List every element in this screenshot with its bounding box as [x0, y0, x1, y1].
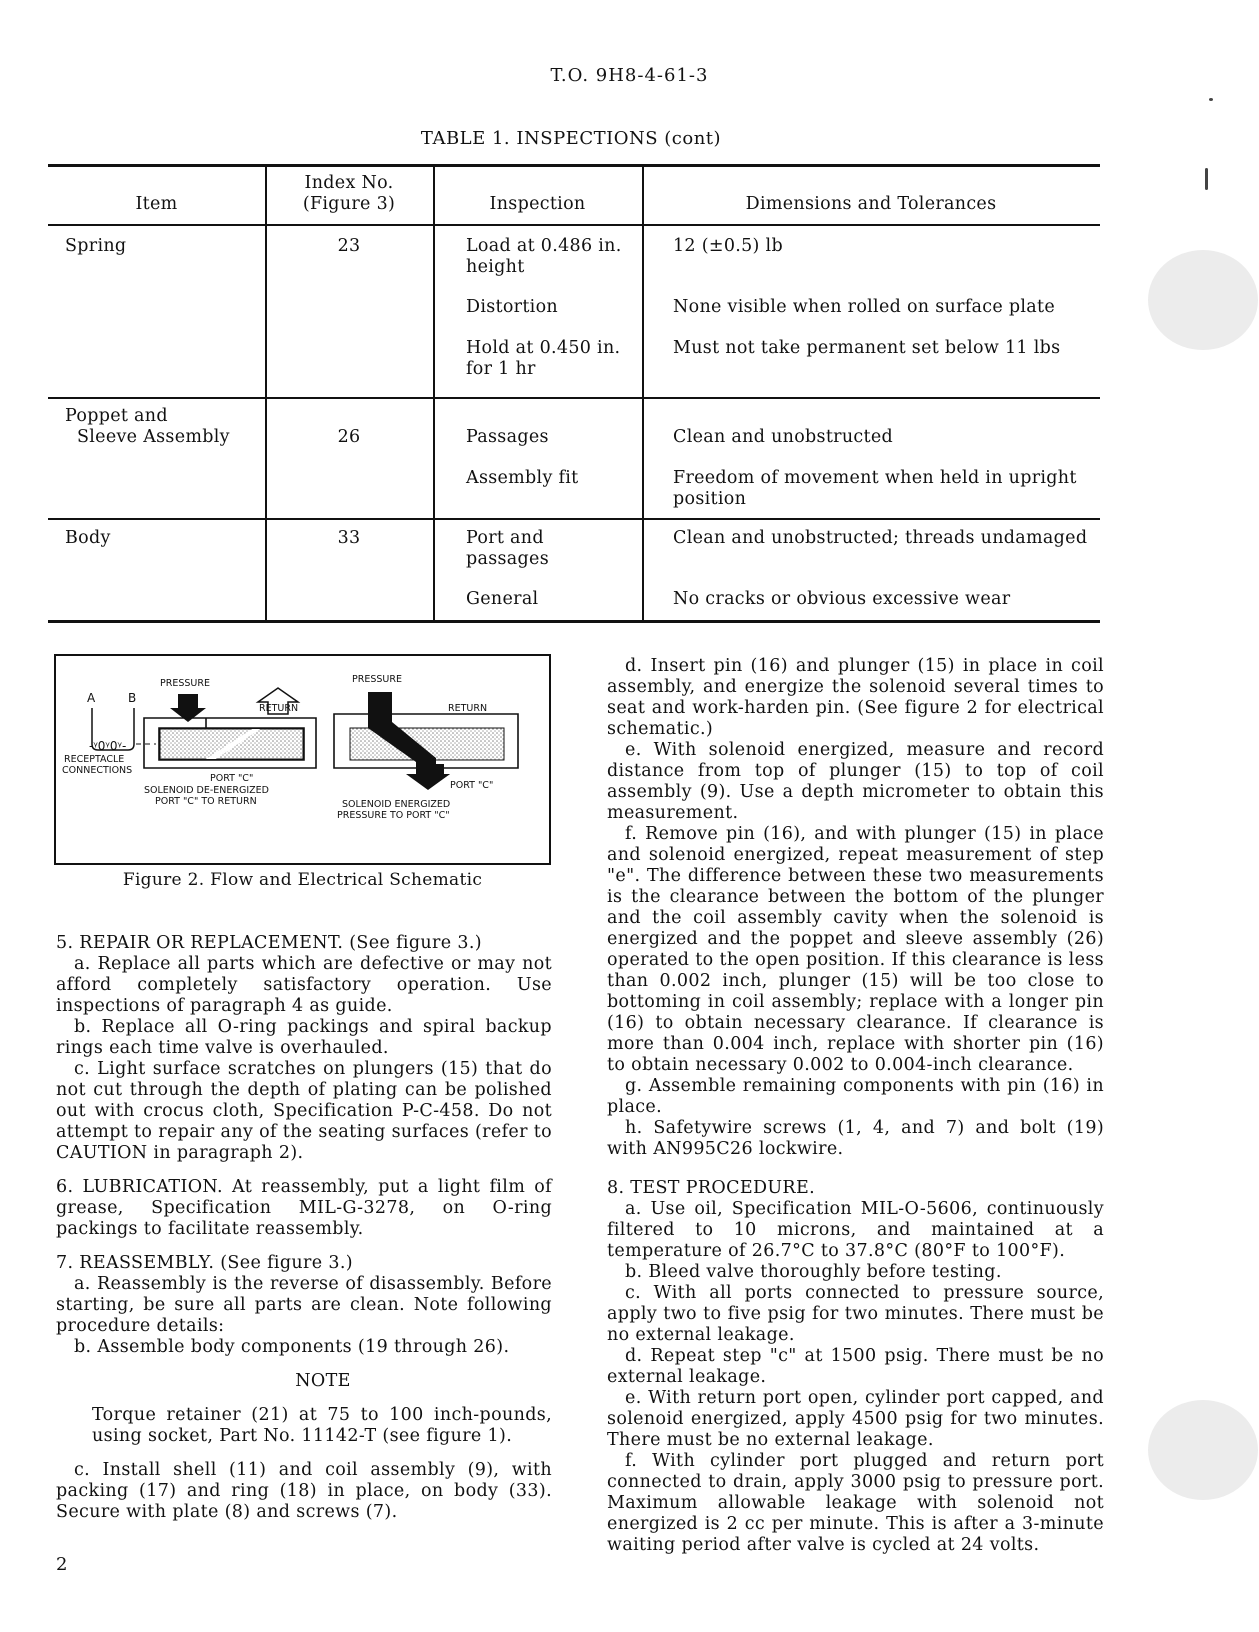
deenergized-label-2: PORT "C" TO RETURN: [155, 796, 257, 807]
repair-heading: 5. REPAIR OR REPLACEMENT. (See figure 3.): [56, 933, 482, 953]
return-label: RETURN: [259, 703, 299, 714]
item-line: Poppet and: [65, 406, 168, 426]
row-index: 26: [337, 427, 361, 447]
test-step-f: f. With cylinder port plugged and return port connected to drain, apply 3000 psig to pressure port. Maximum allowable leakage with solenoid not energized is 2 cc per minute. This is after a 3-minute waiting period after valve is cycled at 24 volts.: [607, 1451, 1104, 1555]
energized-label-1: SOLENOID ENERGIZED: [342, 799, 451, 810]
pressure-label: PRESSURE: [352, 674, 402, 685]
row-dimension: None visible when rolled on surface plate: [673, 297, 1056, 317]
receptacle-label: RECEPTACLE: [64, 754, 125, 765]
row-inspection: General: [466, 589, 539, 609]
table-top-rule: [48, 164, 1100, 167]
header-dimensions: Dimensions and Tolerances: [745, 194, 997, 214]
inspection-line: Port and: [466, 528, 544, 548]
inspections-table: [48, 164, 1100, 622]
inspection-line: for 1 hr: [466, 359, 536, 379]
return-label: RETURN: [448, 703, 488, 714]
note-body: Torque retainer (21) at 75 to 100 inch-pounds, using socket, Part No. 11142-T (see figure 1).: [92, 1405, 552, 1446]
repair-step-a: a. Replace all parts which are defective or may not afford completely satisfactory operation. Use inspections of paragraph 4 as guide.: [56, 954, 552, 1016]
header-item: Item: [135, 194, 178, 214]
inspection-line: height: [466, 257, 525, 277]
row-index: 33: [337, 528, 361, 548]
row-inspection: Assembly fit: [466, 468, 579, 488]
label-a: A: [87, 691, 96, 705]
header-index-line2: (Figure 3): [302, 194, 396, 214]
row-dimension: Clean and unobstructed: [673, 427, 894, 447]
test-step-d: d. Repeat step "c" at 1500 psig. There must be no external leakage.: [607, 1346, 1104, 1387]
row-inspection: [466, 528, 549, 570]
schematic-diagram: [56, 656, 549, 863]
header-inspection: Inspection: [489, 194, 586, 214]
reassembly-step-b: b. Assemble body components (19 through 26).: [74, 1337, 510, 1357]
port-c-label: PORT "C": [450, 780, 494, 791]
test-step-c: c. With all ports connected to pressure source, apply two to five psig for two minutes. There must be no external leakage.: [607, 1283, 1104, 1345]
table-header-rule: [48, 224, 1100, 226]
row-dimension: [673, 468, 1077, 510]
connections-label: CONNECTIONS: [62, 765, 133, 776]
reassembly-step-e: e. With solenoid energized, measure and record distance from top of plunger (15) to top of coil assembly (9). Use a depth micrometer to obtain this measurement.: [607, 740, 1104, 823]
port-c-label: PORT "C": [210, 773, 254, 784]
table-row-rule: [48, 518, 1100, 520]
row-inspection: [466, 338, 620, 380]
document-number: T.O. 9H8-4-61-3: [550, 65, 709, 86]
page-number: 2: [56, 1554, 68, 1575]
row-inspection: [466, 236, 622, 278]
table-column-divider: [433, 164, 435, 622]
table-bottom-rule: [48, 620, 1100, 623]
energized-label-2: PRESSURE TO PORT "C": [337, 810, 450, 821]
lubrication-paragraph: 6. LUBRICATION. At reassembly, put a light film of grease, Specification MIL-G-3278, on O-ring packings to facilitate reassembly.: [56, 1177, 552, 1239]
reassembly-heading: 7. REASSEMBLY. (See figure 3.): [56, 1253, 353, 1273]
table-row-rule: [48, 397, 1100, 399]
speck: [1209, 98, 1213, 101]
header-index-line1: Index No.: [304, 173, 394, 193]
inspection-line: Load at 0.486 in.: [466, 236, 622, 256]
row-dimension: No cracks or obvious excessive wear: [673, 589, 1011, 609]
reassembly-step-g: g. Assemble remaining components with pin (16) in place.: [607, 1076, 1104, 1117]
reassembly-step-d: d. Insert pin (16) and plunger (15) in place in coil assembly, and energize the solenoid several times to seat and work-harden pin. (See figure 2 for electrical schematic.): [607, 656, 1104, 739]
right-column: [607, 656, 1104, 1556]
inspection-line: passages: [466, 549, 549, 569]
row-item: [65, 406, 230, 448]
row-item: Spring: [65, 236, 127, 256]
row-dimension: Clean and unobstructed; threads undamaged: [673, 528, 1088, 548]
test-step-b: b. Bleed valve thoroughly before testing.: [625, 1262, 1002, 1282]
figure-caption: Figure 2. Flow and Electrical Schematic: [122, 870, 483, 890]
note-title: NOTE: [295, 1371, 351, 1391]
port-arrow-icon: [410, 764, 450, 788]
left-column: [56, 933, 552, 1523]
dimension-line: Freedom of movement when held in upright: [673, 468, 1077, 488]
figure-flow-schematic: [54, 654, 551, 865]
dimension-line: position: [673, 489, 747, 509]
row-inspection: Passages: [466, 427, 549, 447]
pressure-label: PRESSURE: [160, 678, 210, 689]
test-step-e: e. With return port open, cylinder port capped, and solenoid energized, apply 4500 psig for two minutes. There must be no external leakage.: [607, 1388, 1104, 1450]
reassembly-step-h: h. Safetywire screws (1, 4, and 7) and bolt (19) with AN995C26 lockwire.: [607, 1118, 1104, 1159]
punch-hole-shadow: [1148, 1400, 1258, 1500]
row-dimension: 12 (±0.5) lb: [673, 236, 783, 256]
table-column-divider: [265, 164, 267, 622]
deenergized-label-1: SOLENOID DE-ENERGIZED: [144, 785, 269, 796]
speck: [1205, 168, 1208, 190]
row-item: Body: [65, 528, 111, 548]
row-index: 23: [337, 236, 361, 256]
item-line: Sleeve Assembly: [77, 427, 230, 447]
test-heading: 8. TEST PROCEDURE.: [607, 1178, 815, 1198]
label-b: B: [128, 691, 137, 705]
reassembly-step-f: f. Remove pin (16), and with plunger (15) in place and solenoid energized, repeat measurement of step "e". The difference between these two measurements is the clearance between the bottom of the plunger and the coil assembly cavity when the solenoid is energized and the poppet and sleeve assembly (26) operated to the open position. If this clearance is less than 0.002 inch, plunger (15) will be too close to bottoming in coil assembly; replace with a longer pin (16) to obtain necessary clearance. If clearance is more than 0.004 inch, replace with shorter pin (16) to obtain necessary 0.002 to 0.004-inch clearance.: [607, 824, 1104, 1075]
punch-hole-shadow: [1148, 250, 1258, 350]
row-inspection: Distortion: [466, 297, 558, 317]
table-title: TABLE 1. INSPECTIONS (cont): [420, 128, 722, 149]
reassembly-step-a: a. Reassembly is the reverse of disassembly. Before starting, be sure all parts are clean. Note following procedure details:: [56, 1274, 552, 1336]
table-column-divider: [642, 164, 644, 622]
inspection-line: Hold at 0.450 in.: [466, 338, 621, 358]
repair-step-b: b. Replace all O-ring packings and spiral backup rings each time valve is overhauled.: [56, 1017, 552, 1058]
row-dimension: Must not take permanent set below 11 lbs: [673, 338, 1061, 358]
test-step-a: a. Use oil, Specification MIL-O-5606, continuously filtered to 10 microns, and maintained at a temperature of 26.7°C to 37.8°C (80°F to 100°F).: [607, 1199, 1104, 1261]
reassembly-step-c: c. Install shell (11) and coil assembly (9), with packing (17) and ring (18) in place, on body (33). Secure with plate (8) and screws (7).: [56, 1460, 552, 1522]
repair-step-c: c. Light surface scratches on plungers (15) that do not cut through the depth of plating can be polished out with crocus cloth, Specification P-C-458. Do not attempt to repair any of the seating surfaces (refer to CAUTION in paragraph 2).: [56, 1059, 553, 1163]
coil-symbol: -ᵞ0ᵞ0ᵞ-: [89, 739, 127, 753]
